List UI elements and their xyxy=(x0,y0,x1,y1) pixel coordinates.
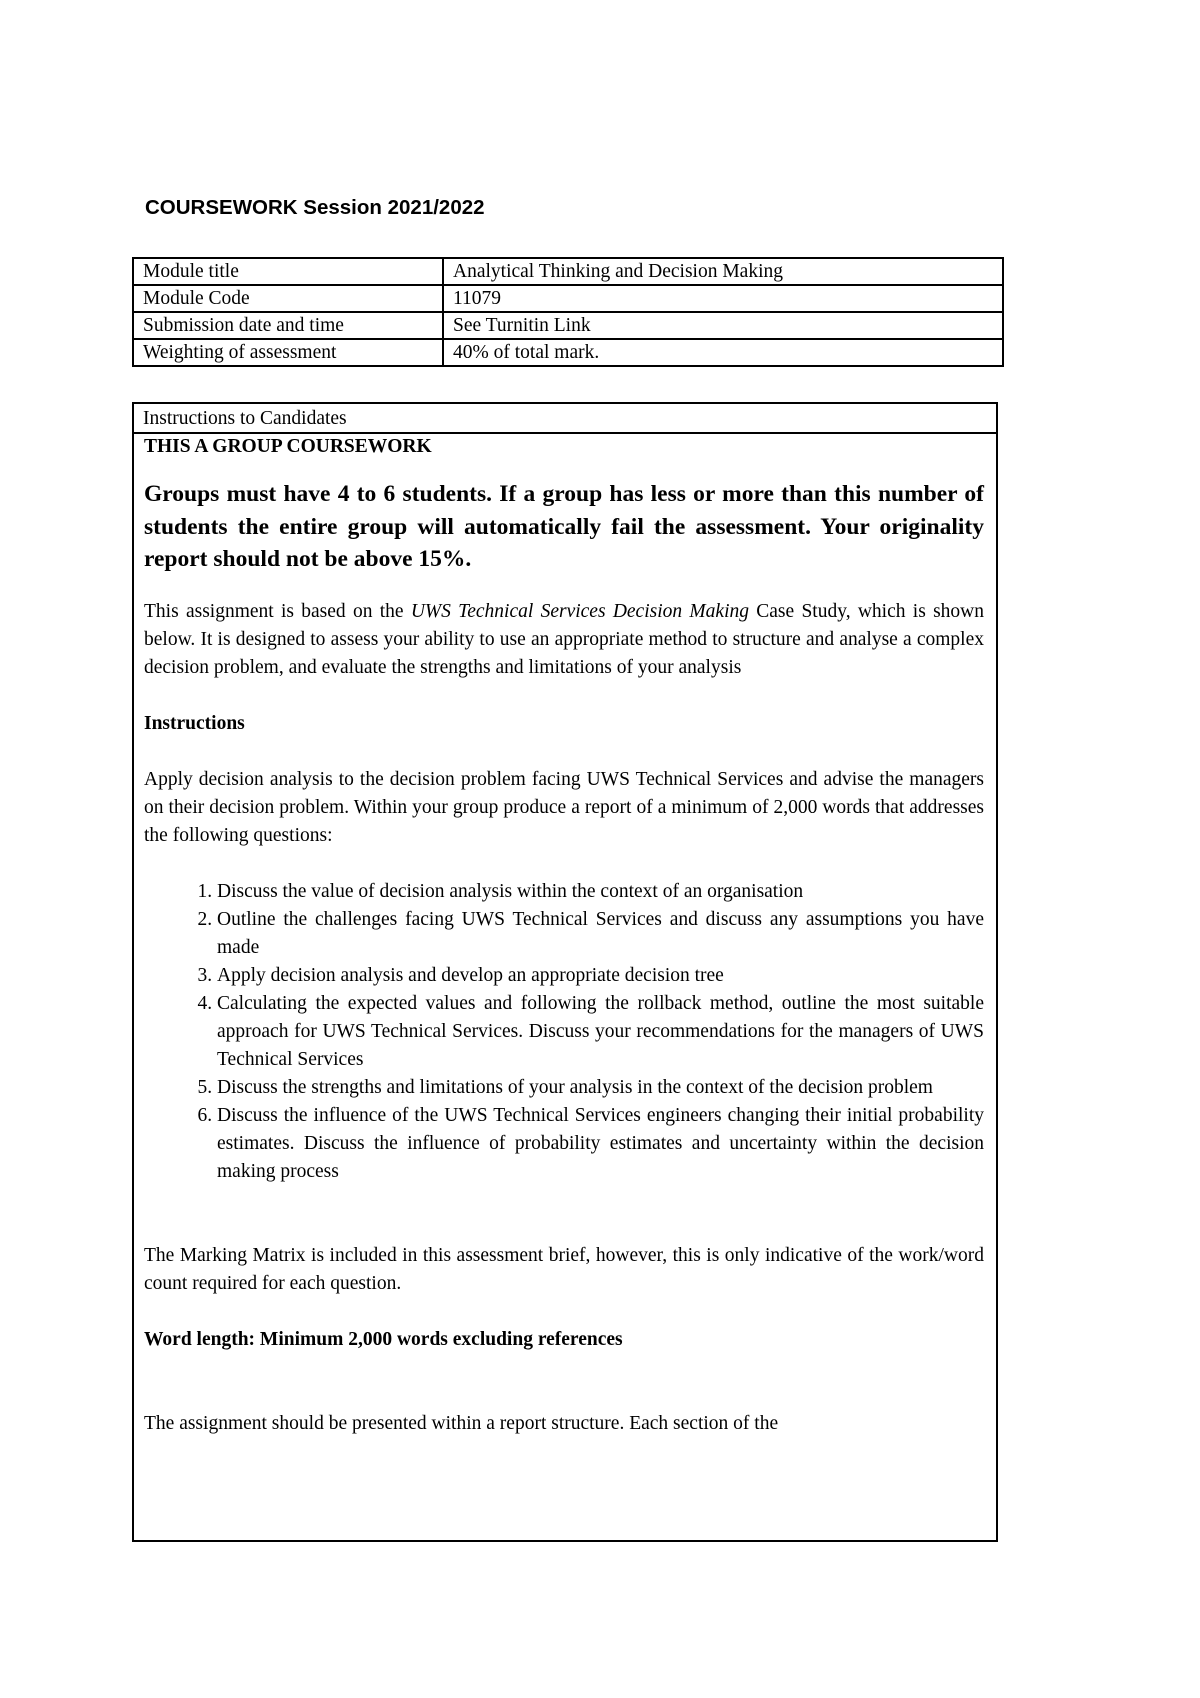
instructions-box xyxy=(132,402,998,1542)
table-row xyxy=(133,339,1003,366)
marking-matrix-note: The Marking Matrix is included in this assessment brief, however, this is only indicative of the work/word count required for each question. xyxy=(144,1244,984,1294)
page-title: COURSEWORK Session 2021/2022 xyxy=(145,196,485,219)
module-code-label: Module Code xyxy=(133,285,443,312)
table-row xyxy=(133,312,1003,339)
report-structure-text: The assignment should be presented within a report structure. Each section of the xyxy=(144,1412,779,1434)
module-title-label: Module title xyxy=(133,258,443,285)
list-item: 4. Calculating the expected values and following the rollback method, outline the most suitable approach for UWS Technical Services. Discuss your recommendations for the managers of UWS Technical Services xyxy=(217,990,984,1074)
weighting-value: 40% of total mark. xyxy=(443,339,1003,366)
case-study-title: UWS Technical Services Decision Making xyxy=(410,600,749,622)
module-info-table xyxy=(132,257,1004,367)
module-title-value: Analytical Thinking and Decision Making xyxy=(443,258,1003,285)
intro-text-end: Case Study, which is shown below. It is designed to assess your ability to use an appropriate method to structure and analyse a complex decision problem, and evaluate the strengths and limitations of your analysis xyxy=(144,600,984,678)
questions-list xyxy=(144,878,984,1186)
table-row xyxy=(133,258,1003,285)
apply-decision-analysis-text: Apply decision analysis to the decision problem facing UWS Technical Services and advise the managers on their decision problem. Within your group produce a report of a minimum of 2,000 words that addresses the following questions: xyxy=(144,768,984,846)
intro-text-start: This assignment is based on the xyxy=(144,600,411,622)
list-item: 6. Discuss the influence of the UWS Technical Services engineers changing their initial probability estimates. Discuss the influence of probability estimates and uncertainty within the decision making process xyxy=(217,1102,984,1186)
assignment-intro xyxy=(144,598,984,682)
weighting-label: Weighting of assessment xyxy=(133,339,443,366)
group-size-warning: Groups must have 4 to 6 students. If a group has less or more than this number of students the entire group will automatically fail the assessment. Your originality report should not be above 15%. xyxy=(144,481,984,572)
instructions-subheading: Instructions xyxy=(144,712,245,734)
submission-date-value: See Turnitin Link xyxy=(443,312,1003,339)
module-code-value: 11079 xyxy=(443,285,1003,312)
list-item: 2. Outline the challenges facing UWS Technical Services and discuss any assumptions you have made xyxy=(217,906,984,962)
page-cut-divider xyxy=(132,1540,998,1542)
word-length-requirement: Word length: Minimum 2,000 words excluding references xyxy=(144,1328,623,1350)
list-item: 3. Apply decision analysis and develop an appropriate decision tree xyxy=(217,962,984,990)
list-item: 1. Discuss the value of decision analysis within the context of an organisation xyxy=(217,878,984,906)
instructions-header: Instructions to Candidates xyxy=(134,404,996,434)
list-item: 5. Discuss the strengths and limitations of your analysis in the context of the decision problem xyxy=(217,1074,984,1102)
group-coursework-label: THIS A GROUP COURSEWORK xyxy=(144,436,432,457)
table-row xyxy=(133,285,1003,312)
submission-date-label: Submission date and time xyxy=(133,312,443,339)
instructions-body xyxy=(134,434,996,1438)
